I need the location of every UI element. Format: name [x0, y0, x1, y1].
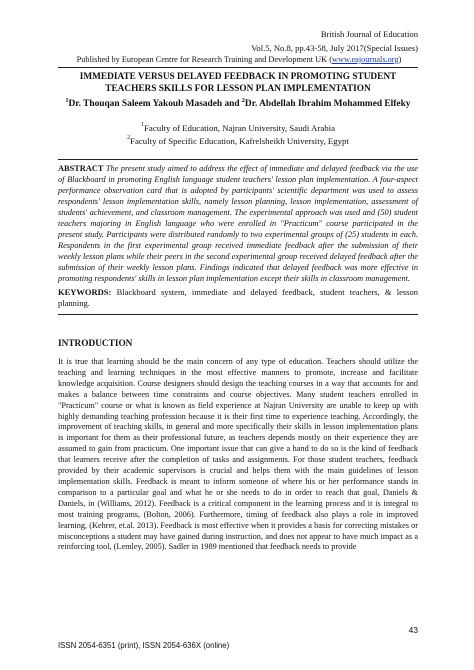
- author1-superscript: 1: [65, 98, 69, 104]
- journal-header: [251, 27, 418, 55]
- publisher-line: [58, 55, 420, 64]
- abstract: [58, 163, 418, 284]
- keywords-bottom-divider: [58, 314, 418, 315]
- journal-website-link[interactable]: www.eajournals.org: [331, 55, 399, 64]
- affil2-text: Faculty of Specific Education, Kafrelsheikh University, Egypt: [130, 136, 349, 146]
- volume-info: Vol.5, No.8, pp.43-58, July 2017(Special Issues): [251, 43, 418, 53]
- publisher-prefix: Published by European Centre for Research Training and Development UK (: [76, 55, 332, 64]
- introduction-body: It is true that learning should be the main concern of any type of education. Teachers should utilize the teaching and learning techniques in the most effective manners to promote, increase and facilitate knowledge acquisition. Course designers should design the teaching courses in a way that accounts for and makes a balance between time constraints and course objectives. Many student teachers enrolled in "Practicum" course or what is known as field experience at Najran University are unable to keep up with highly demanding teaching profession because it is their first time to experience teaching. Accordingly, the improvement of teaching skills, in general and more specifically their skills in lesson implementation plans is important for them as their professional future, as teachers depends mostly on their experience they are assumed to gain from practicum. One important issue that can give a hand to do so is the kind of feedback that learners receive after the completion of tasks and assignments. For those student teachers, feedback provided by their academic supervisors is crucial and helps them with the main guidelines of lesson implementation skills. Feedback is meant to inform someone of where his or her performance stands in comparison to a particular goal and what he or she needs to do in order to reach that goal, Daniels & Daniels, in (Williams, 2012). Feedback is a critical component in the learning process and it is integral to most training programs, (Bolton, 2006). Furthermore, timing of feedback also plays a role in improved learning, (Kehrer, et.al. 2013). Feedback is most effective when it provides a basis for correcting mistakes or misconceptions a student may have gained during instruction, and does not appear to have much impact as a reinforcing tool, (Lemley, 2005). Sadler in 1989 mentioned that feedback needs to provide: [58, 357, 418, 552]
- paper-title: IMMEDIATE VERSUS DELAYED FEEDBACK IN PROMOTING STUDENT TEACHERS SKILLS FOR LESSON PLAN IMPLEMENTATION: [79, 72, 397, 94]
- issn-footer: ISSN 2054-6351 (print), ISSN 2054-636X (online): [58, 641, 230, 650]
- abstract-label: ABSTRACT: [58, 164, 104, 173]
- page-number: 43: [408, 625, 418, 635]
- journal-name: British Journal of Education: [320, 29, 418, 39]
- author2-name: Dr. Abdellah Ibrahim Mohammed Elfeky: [244, 99, 411, 109]
- affiliation-1: [58, 123, 418, 133]
- keywords-text: Blackboard system, immediate and delayed feedback, student teachers, & lesson planning.: [58, 287, 418, 308]
- abstract-text: The present study aimed to address the effect of immediate and delayed feedback via the use of Blackboard in promoting English language student teachers' lesson plan implementation. A four-aspect performance observation card that is adopted by participants' scientific department was used to assess respondents' lesson implementation skills, namely lesson planning, lesson implementation, assessment of students' achievement, and classroom management. The experimental approach was used and (50) student teachers majoring in English language who were enrolled in "Practicum" course participated in the present study. Participants were distributed randomly to two experimental groups of (25) students in each. Respondents in the first experimental group received immediate feedback after the submission of their weekly lesson plans while their peers in the second experimental group received delayed feedback after the submission of their weekly lesson plans. Findings indicated that delayed feedback was more effective in promoting respondents' skills in lesson plan implementation except their skills in classroom management.: [58, 164, 418, 283]
- header-divider: [58, 67, 418, 68]
- affiliation-2: [58, 136, 418, 146]
- affil1-text: Faculty of Education, Najran University, Saudi Arabia: [144, 123, 335, 133]
- keywords: [58, 287, 418, 309]
- author-line: [58, 99, 418, 109]
- introduction-heading: INTRODUCTION: [58, 339, 133, 349]
- affil2-superscript: 2: [127, 135, 131, 141]
- publisher-suffix: ): [398, 55, 402, 64]
- author1-name: Dr. Thouqan Saleem Yakoub Masadeh and: [68, 99, 242, 109]
- keywords-label: KEYWORDS:: [58, 287, 112, 297]
- author2-superscript: 2: [241, 98, 245, 104]
- affil1-superscript: 1: [141, 122, 145, 128]
- abstract-top-divider: [58, 159, 418, 160]
